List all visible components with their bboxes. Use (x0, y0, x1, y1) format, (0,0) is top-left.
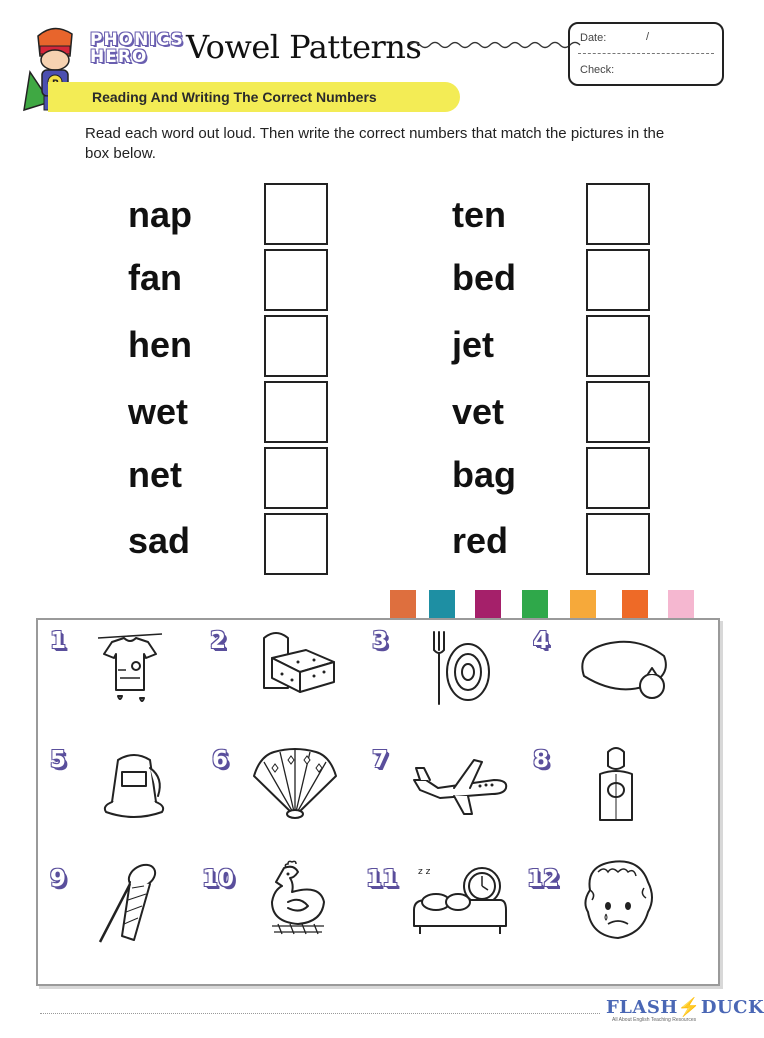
footer-logo-left: FLASH (606, 997, 678, 1018)
picture-number-10: 10 (202, 866, 235, 892)
answer-box-left-3[interactable] (264, 315, 328, 377)
hen-icon (264, 862, 330, 942)
svg-text:z z: z z (418, 867, 431, 877)
picture-number-5: 5 (50, 747, 67, 773)
color-tab-1 (390, 590, 416, 618)
page-title: Vowel Patterns (186, 28, 422, 66)
red-tomato-icon (576, 636, 672, 704)
color-tab-6 (622, 590, 648, 618)
color-tab-5 (570, 590, 596, 618)
lightning-icon: ⚡ (677, 997, 701, 1018)
word-left-6: sad (128, 520, 191, 561)
date-separator: / (646, 31, 650, 43)
word-left-3: hen (128, 324, 193, 365)
word-left-1: nap (128, 194, 193, 235)
word-left-5: net (128, 454, 182, 495)
color-tab-3 (475, 590, 501, 618)
fan-icon (250, 746, 340, 822)
answer-box-right-2[interactable] (586, 249, 650, 311)
instructions-text: Read each word out loud. Then write the correct numbers that match the pictures in the box below. (85, 125, 665, 162)
picture-number-9: 9 (50, 866, 67, 892)
word-left-4: wet (128, 391, 189, 432)
answer-box-left-2[interactable] (264, 249, 328, 311)
subtitle: Reading And Writing The Correct Numbers (92, 89, 377, 105)
bag-icon (98, 750, 170, 822)
word-left-2: fan (128, 257, 182, 298)
net-icon (96, 862, 160, 946)
picture-number-4: 4 (533, 628, 550, 654)
answer-box-right-3[interactable] (586, 315, 650, 377)
picture-number-2: 2 (210, 628, 227, 654)
answer-box-right-1[interactable] (586, 183, 650, 245)
picture-number-8: 8 (533, 747, 550, 773)
plate-fork-icon (428, 628, 492, 708)
flashduck-logo (606, 997, 764, 1018)
word-right-1: ten (452, 194, 506, 235)
answer-box-left-5[interactable] (264, 447, 328, 509)
word-right-6: red (452, 520, 509, 561)
answer-box-right-5[interactable] (586, 447, 650, 509)
vet-icon (596, 744, 636, 824)
date-check-box[interactable] (568, 22, 724, 86)
picture-number-7: 7 (372, 747, 389, 773)
answer-box-right-6[interactable] (586, 513, 650, 575)
answer-box-right-4[interactable] (586, 381, 650, 443)
picture-number-6: 6 (212, 747, 229, 773)
color-tab-2 (429, 590, 455, 618)
footer-logo-right: DUCK (700, 997, 764, 1018)
word-right-2: bed (452, 257, 517, 298)
word-right-3: jet (452, 324, 495, 365)
footer-tagline: All About English Teaching Resources (612, 1017, 697, 1023)
wavy-line-decoration (410, 38, 580, 52)
word-right-4: vet (452, 391, 505, 432)
check-label: Check: (580, 64, 615, 76)
picture-number-11: 11 (366, 866, 399, 892)
jet-icon (408, 758, 512, 818)
phonics-hero-logo (90, 32, 182, 74)
brand-line2: HERO (90, 47, 148, 67)
date-label: Date: (580, 32, 607, 44)
sad-face-icon (578, 858, 658, 942)
answer-box-left-4[interactable] (264, 381, 328, 443)
answer-box-left-1[interactable] (264, 183, 328, 245)
word-right-5: bag (452, 454, 517, 495)
footer-divider (40, 1013, 600, 1014)
nap-icon (410, 860, 508, 938)
picture-number-3: 3 (372, 628, 389, 654)
answer-box-left-6[interactable] (264, 513, 328, 575)
color-tab-4 (522, 590, 548, 618)
picture-number-1: 1 (50, 628, 67, 654)
brand-line1: PHONICS (90, 30, 184, 50)
bed-icon (258, 628, 338, 696)
picture-number-12: 12 (527, 866, 560, 892)
color-tab-7 (668, 590, 694, 618)
wet-shirt-icon (96, 630, 164, 708)
